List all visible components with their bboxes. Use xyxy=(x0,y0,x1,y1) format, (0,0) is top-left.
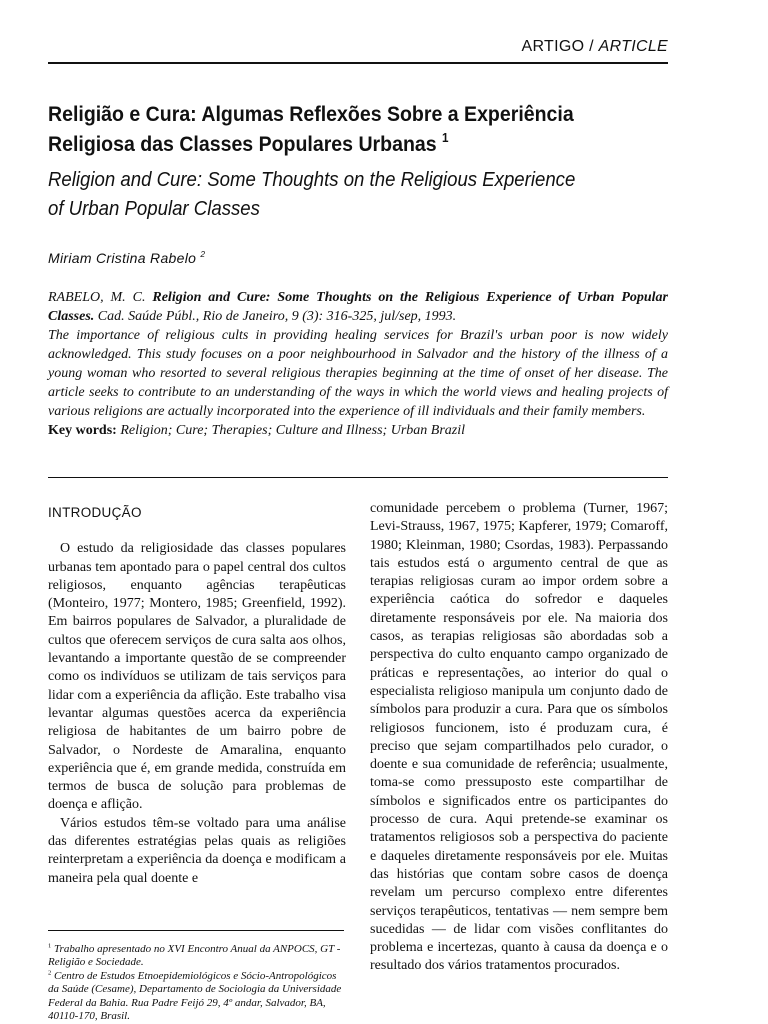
title-pt-line-2 xyxy=(48,130,625,160)
abstract-rule xyxy=(48,477,668,478)
author-name: Miriam Cristina Rabelo xyxy=(48,250,197,266)
title-footnote-mark: 1 xyxy=(442,131,449,146)
title-en-line-2: of Urban Popular Classes xyxy=(48,198,260,220)
header-rule xyxy=(48,62,668,64)
author xyxy=(48,250,205,266)
article-type-separator: / xyxy=(584,38,599,55)
citation-source: Cad. Saúde Públ., Rio de Janeiro, 9 (3): 316-325, jul/sep, 1993. xyxy=(94,309,457,324)
title-portuguese xyxy=(48,100,625,160)
body-column-left xyxy=(48,500,346,888)
footnote-2-text: Centro de Estudos Etnoepidemiológicos e Sócio-Antropológicos da Saúde (Cesame), Departamento de Sociologia da Universidade Federal da Bahia. Rua Padre Feijó 29, 4º andar, Salvador, BA, 40110-170, Brasil. xyxy=(48,969,342,1023)
footnote-rule xyxy=(48,930,344,931)
body-paragraph: comunidade percebem o problema (Turner, 1967; Levi-Strauss, 1967, 1975; Kapferer, 1979; Comaroff, 1980; Kleinman, 1980; Csordas, 1983). Perpassando tais estudos está o argumento central de que as terapias religiosas curam ao impor ordem sobre a experiência caótica do sofredor e daqueles diretamente responsáveis por ele. Na maioria dos casos, as terapias religiosas são abordadas sob a perspectiva do culto enquanto campo organizado de práticas e representações, ao interior do qual o especialista religioso manipula um conjunto dado de símbolos para produzir a cura. Para que os símbolos religiosos funcionem, isto é produzam cura, é preciso que sejam compartilhados pelo curador, o doente e sua comunidade de referência; usualmente, toma-se como pressuposto este compartilhar de símbolos e significados entre os participantes do processo de cura. Aqui pretende-se examinar os tratamentos religiosos sob a perspectiva do paciente e daqueles diretamente responsáveis por ele. Muitas das histórias que contam sobre casos de doença revelam um percurso complexo entre diferentes serviços terapêuticos, tentativas — nem sempre bem sucedidas — de lidar com visões conflitantes do problema e incertezas, quanto à causa da doença e o resultado dos vários tratamentos procurados. xyxy=(370,501,668,974)
citation-author: RABELO, M. C. xyxy=(48,290,153,305)
author-footnote-mark: 2 xyxy=(200,249,206,260)
footnote-1 xyxy=(48,943,346,970)
title-english xyxy=(48,166,625,224)
keywords-label: Key words: xyxy=(48,423,117,438)
footnote-2 xyxy=(48,970,346,1024)
abstract-citation xyxy=(48,288,668,326)
body-paragraph: Vários estudos têm-se voltado para uma análise das diferentes estratégias pelas quais as religiões reinterpretam a experiência da doença e modificam a maneira pela qual doente e xyxy=(48,815,346,886)
keywords-list: Religion; Cure; Therapies; Culture and Illness; Urban Brazil xyxy=(116,423,465,438)
citation-title: Religion and Cure: Some Thoughts on the Religious Experience of Urban Popular Classes. xyxy=(48,290,669,324)
abstract-text: The importance of religious cults in providing healing services for Brazil's urban poor is now widely acknowledged. This study focuses on a poor neighbourhood in Salvador and the history of the illness of a young woman who resorted to several religious therapies beginning at the time of onset of her disease. The article seeks to contribute to an understanding of the ways in which the world views and healing projects of various religions are actually incorporated into the experience of ill individuals and their family members. xyxy=(48,328,668,419)
title-en-line-1: Religion and Cure: Some Thoughts on the Religious Experience xyxy=(48,169,576,191)
body-column-right xyxy=(370,500,668,976)
footnotes xyxy=(48,943,346,1023)
section-heading: INTRODUÇÃO xyxy=(48,505,142,520)
footnote-2-mark: 2 xyxy=(48,969,52,977)
article-type-label xyxy=(522,38,669,56)
title-pt-line-1: Religião e Cura: Algumas Reflexões Sobre a Experiência xyxy=(48,103,574,126)
article-type-pt: ARTIGO xyxy=(521,38,585,55)
abstract xyxy=(48,288,668,440)
title-pt-line-2-text: Religiosa das Classes Populares Urbanas xyxy=(48,133,437,156)
body-paragraph: O estudo da religiosidade das classes populares urbanas tem apontado para o papel central dos cultos religiosos, enquanto agências terapêuticas (Monteiro, 1977; Montero, 1985; Greenfield, 1992). Em bairros populares de Salvador, a pluralidade de cultos que oferecem serviços de cura salta aos olhos, levantando a importante questão de se compreender como os indivíduos se utilizam de tais serviços para lidar com a experiência da aflição. Este trabalho visa levantar algumas questões acerca da experiência religiosa de habitantes de um bairro pobre de Salvador, o Nordeste de Amaralina, enquanto experiência que é, em grande medida, construída em termos de busca de solução para problemas de doença e aflição. xyxy=(48,541,346,813)
footnote-1-mark: 1 xyxy=(48,942,52,950)
footnote-1-text: Trabalho apresentado no XVI Encontro Anual da ANPOCS, GT - Religião e Sociedade. xyxy=(48,943,341,969)
article-type-en: ARTICLE xyxy=(598,38,668,55)
keywords xyxy=(48,421,668,440)
